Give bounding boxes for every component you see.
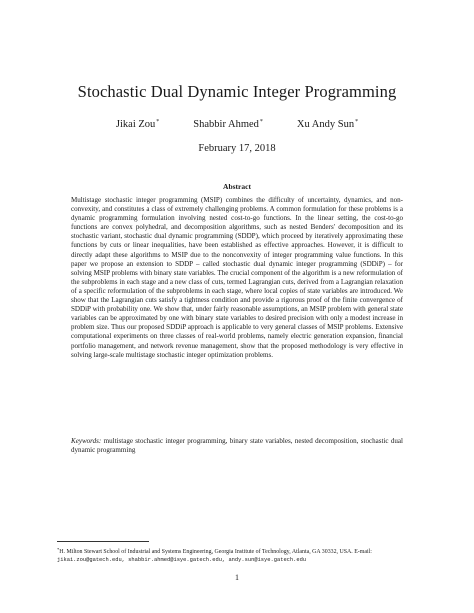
- author-list: [0, 119, 474, 130]
- affiliation-mark: *: [259, 119, 263, 125]
- author-3: [297, 119, 358, 130]
- author-name: Shabbir Ahmed: [193, 119, 259, 130]
- abstract-heading: Abstract: [223, 182, 251, 191]
- footnote: [57, 546, 419, 564]
- author-name: Xu Andy Sun: [296, 119, 355, 130]
- keywords-label: Keywords:: [71, 437, 102, 445]
- footnote-affiliation: H. Milton Stewart School of Industrial and Systems Engineering, Georgia Institute of Technology, Atlanta, GA 30332, USA. E-mail:: [59, 549, 372, 555]
- footnote-mark: *: [57, 547, 60, 552]
- affiliation-mark: *: [156, 119, 160, 125]
- footnote-emails: jikai.zou@gatech.edu, shabbir.ahmed@isye.gatech.edu, andy.sun@isye.gatech.edu: [57, 556, 307, 563]
- author-2: [193, 119, 263, 130]
- footnote-rule: [57, 541, 149, 542]
- keywords: [71, 437, 403, 455]
- keywords-text: multistage stochastic integer programming, binary state variables, nested decomposition, stochastic dual dynamic programming: [71, 437, 403, 455]
- paper-date: February 17, 2018: [198, 143, 276, 154]
- author-1: [116, 119, 159, 130]
- abstract-text: Multistage stochastic integer programming (MSIP) combines the difficulty of uncertainty, dynamics, and non-convexity, and constitutes a class of extremely challenging problems. A common formulation for these problems is a dynamic programming formulation involving nested cost-to-go functions. In the linear setting, the cost-to-go functions are convex polyhedral, and decomposition algorithms, such as nested Benders' decomposition and its stochastic variant, stochastic dual dynamic programming (SDDP), which proceed by iteratively approximating these functions by cuts or linear inequalities, have been established as effective approaches. However, it is difficult to directly adapt these algorithms to MSIP due to the nonconvexity of integer programming value functions. In this paper we propose an extension to SDDP – called stochastic dual dynamic integer programming (SDDiP) – for solving MSIP problems with binary state variables. The crucial component of the algorithm is a new reformulation of the subproblems in each stage and a new class of cuts, termed Lagrangian cuts, derived from a Lagrangian relaxation of a specific reformulation of the subproblems in each stage, where local copies of state variables are introduced. We show that the Lagrangian cuts satisfy a tightness condition and provide a rigorous proof of the finite convergence of SDDiP with probability one. We show that, under fairly reasonable assumptions, an MSIP problem with general state variables can be approximated by one with binary state variables to desired precision with only a modest increase in problem size. Thus our proposed SDDiP approach is applicable to very general classes of MSIP problems. Extensive computational experiments on three classes of real-world problems, namely electric generation expansion, financial portfolio management, and network revenue management, show that the proposed methodology is very effective in solving large-scale multistage stochastic integer optimization problems.: [71, 196, 403, 359]
- author-name: Jikai Zou: [115, 119, 156, 130]
- affiliation-mark: *: [355, 119, 359, 125]
- paper-title: Stochastic Dual Dynamic Integer Programming: [77, 82, 397, 101]
- page-number: 1: [235, 573, 239, 582]
